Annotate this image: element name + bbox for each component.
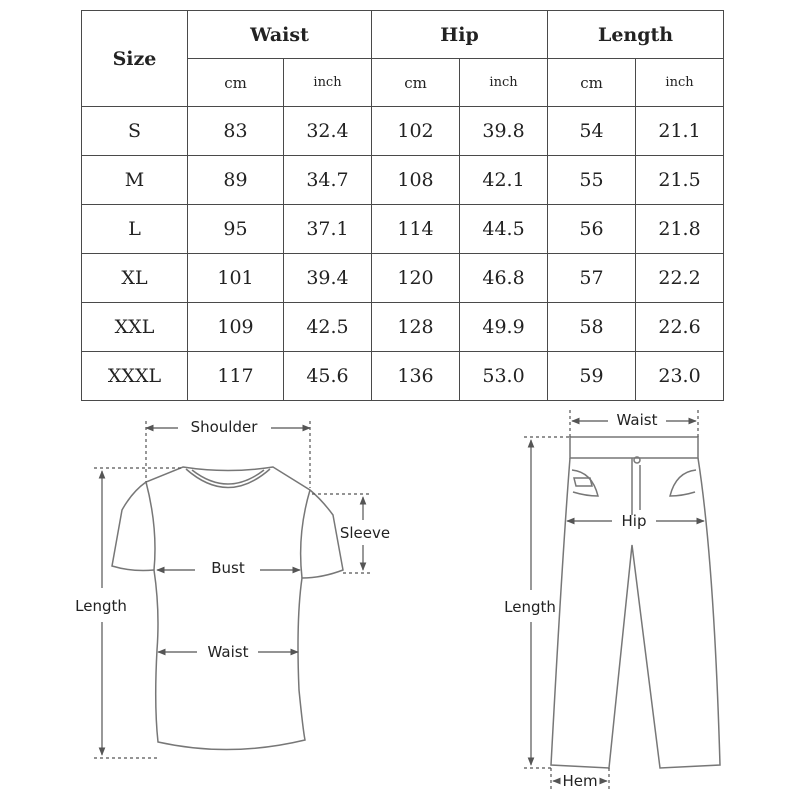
value-cell: 23.0: [636, 352, 724, 401]
value-cell: 45.6: [284, 352, 372, 401]
value-cell: 21.5: [636, 156, 724, 205]
bust-label: Bust: [211, 559, 245, 577]
value-cell: 102: [372, 107, 460, 156]
tshirt-outline: [112, 467, 343, 750]
sleeve-label: Sleeve: [339, 524, 391, 542]
shoulder-label: Shoulder: [190, 418, 258, 436]
hip-header: Hip: [372, 11, 548, 59]
table-row: [82, 303, 724, 352]
length-header: Length: [548, 11, 724, 59]
value-cell: 37.1: [284, 205, 372, 254]
value-cell: 56: [548, 205, 636, 254]
table-row: [82, 107, 724, 156]
unit-cell: cm: [188, 59, 284, 107]
value-cell: 114: [372, 205, 460, 254]
size-cell: L: [82, 205, 188, 254]
value-cell: 21.8: [636, 205, 724, 254]
size-cell: M: [82, 156, 188, 205]
value-cell: 55: [548, 156, 636, 205]
value-cell: 57: [548, 254, 636, 303]
measurement-diagrams: [0, 400, 800, 800]
value-cell: 58: [548, 303, 636, 352]
value-cell: 128: [372, 303, 460, 352]
length-label-shirt: Length: [75, 597, 127, 615]
value-cell: 59: [548, 352, 636, 401]
pants-outline: [551, 437, 720, 768]
length-label-pants: Length: [504, 598, 556, 616]
value-cell: 108: [372, 156, 460, 205]
waist-label-pants: Waist: [616, 411, 658, 429]
table-row: [82, 205, 724, 254]
table-row: [82, 352, 724, 401]
value-cell: 21.1: [636, 107, 724, 156]
unit-cell: cm: [548, 59, 636, 107]
hem-label: Hem: [562, 772, 598, 790]
header-row-groups: [82, 11, 724, 59]
unit-cell: cm: [372, 59, 460, 107]
waist-header: Waist: [188, 11, 372, 59]
value-cell: 109: [188, 303, 284, 352]
size-cell: XXL: [82, 303, 188, 352]
hip-label: Hip: [621, 512, 647, 530]
value-cell: 34.7: [284, 156, 372, 205]
value-cell: 42.1: [460, 156, 548, 205]
value-cell: 89: [188, 156, 284, 205]
value-cell: 101: [188, 254, 284, 303]
value-cell: 22.2: [636, 254, 724, 303]
unit-cell: inch: [636, 59, 724, 107]
table-row: [82, 156, 724, 205]
value-cell: 117: [188, 352, 284, 401]
value-cell: 44.5: [460, 205, 548, 254]
waist-label-shirt: Waist: [207, 643, 249, 661]
value-cell: 46.8: [460, 254, 548, 303]
value-cell: 49.9: [460, 303, 548, 352]
value-cell: 32.4: [284, 107, 372, 156]
value-cell: 120: [372, 254, 460, 303]
size-header: Size: [82, 11, 188, 107]
table-row: [82, 254, 724, 303]
unit-cell: inch: [284, 59, 372, 107]
value-cell: 95: [188, 205, 284, 254]
size-chart-table: [81, 10, 724, 401]
size-cell: XXXL: [82, 352, 188, 401]
size-cell: S: [82, 107, 188, 156]
size-cell: XL: [82, 254, 188, 303]
value-cell: 39.8: [460, 107, 548, 156]
value-cell: 39.4: [284, 254, 372, 303]
value-cell: 53.0: [460, 352, 548, 401]
unit-cell: inch: [460, 59, 548, 107]
value-cell: 42.5: [284, 303, 372, 352]
value-cell: 22.6: [636, 303, 724, 352]
value-cell: 83: [188, 107, 284, 156]
value-cell: 54: [548, 107, 636, 156]
value-cell: 136: [372, 352, 460, 401]
